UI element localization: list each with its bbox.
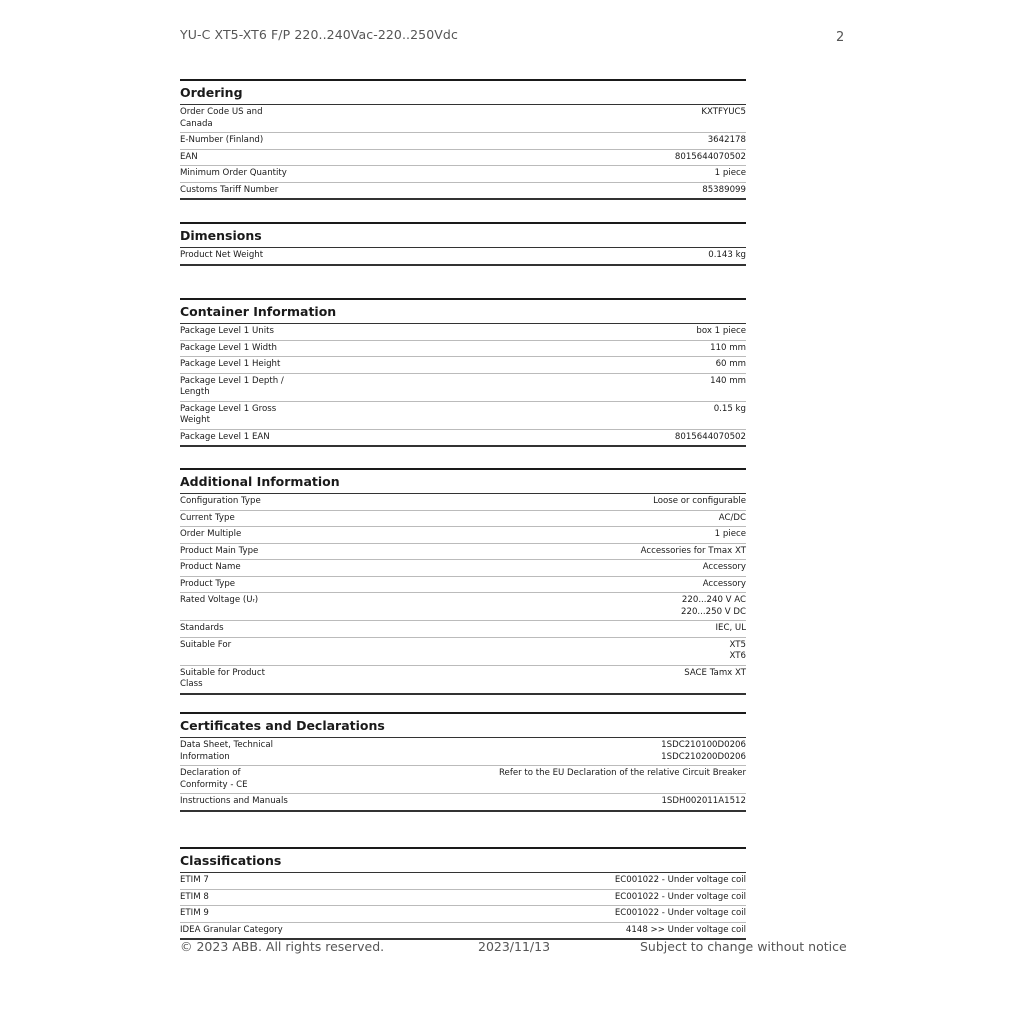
section-dimensions <box>180 222 746 266</box>
spec-label: Suitable for Product Class <box>180 667 265 689</box>
spec-value-line: SACE Tamx XT <box>684 667 746 678</box>
spec-value-line: IEC, UL <box>715 623 746 633</box>
spec-value <box>719 513 746 525</box>
spec-row <box>180 341 746 358</box>
spec-row <box>180 638 746 666</box>
spec-table <box>180 873 746 940</box>
spec-value-line: XT5 <box>729 639 746 650</box>
copyright: © 2023 ABB. All rights reserved. <box>180 939 385 954</box>
spec-table <box>180 324 746 447</box>
spec-label: ETIM 8 <box>180 891 209 902</box>
section-title: Container Information <box>180 300 746 324</box>
spec-row <box>180 357 746 374</box>
spec-label: Suitable For <box>180 639 232 650</box>
spec-value <box>714 404 746 416</box>
spec-value <box>716 359 746 371</box>
spec-value <box>626 925 746 937</box>
spec-value <box>684 668 746 680</box>
spec-row <box>180 150 746 167</box>
spec-value <box>499 768 746 780</box>
spec-label: Package Level 1 Units <box>180 326 274 336</box>
spec-value-line: 220...250 V DC <box>681 606 746 617</box>
section-container-information <box>180 298 746 447</box>
spec-value <box>708 250 746 262</box>
spec-row <box>180 166 746 183</box>
spec-value <box>701 107 746 119</box>
spec-value <box>615 892 746 904</box>
spec-row <box>180 621 746 638</box>
spec-row <box>180 511 746 528</box>
spec-row <box>180 906 746 923</box>
spec-value-line: 1 piece <box>714 529 746 539</box>
spec-value-line: 3642178 <box>707 135 746 145</box>
spec-value-line: 0.143 kg <box>708 250 746 260</box>
spec-label: Order Multiple <box>180 529 242 539</box>
spec-table <box>180 738 746 812</box>
spec-table <box>180 105 746 200</box>
section-certificates <box>180 712 746 812</box>
spec-row <box>180 923 746 941</box>
spec-value-line: 85389099 <box>702 184 746 195</box>
spec-value <box>708 135 746 147</box>
spec-value-line: 4148 >> Under voltage coil <box>625 924 746 935</box>
spec-value-line: EC001022 - Under voltage coil <box>614 908 746 918</box>
document-date: 2023/11/13 <box>478 939 551 954</box>
spec-row <box>180 374 746 402</box>
spec-label: Package Level 1 Depth / Length <box>180 375 284 397</box>
spec-label: Current Type <box>180 512 235 523</box>
spec-value-line: Accessory <box>702 578 746 589</box>
spec-table <box>180 494 746 695</box>
spec-label: ETIM 9 <box>180 908 209 918</box>
spec-row <box>180 105 746 133</box>
spec-row <box>180 873 746 890</box>
spec-label: Standards <box>180 623 224 633</box>
spec-row <box>180 666 746 695</box>
spec-label: Configuration Type <box>180 496 261 506</box>
spec-value-line: Accessories for Tmax XT <box>640 545 746 556</box>
spec-value <box>715 168 746 180</box>
spec-value-line: KXTFYUC5 <box>701 107 746 117</box>
section-classifications <box>180 847 746 940</box>
spec-row <box>180 560 746 577</box>
spec-value <box>615 875 746 887</box>
page-number: 2 <box>836 30 845 45</box>
section-ordering <box>180 79 746 200</box>
spec-label: Product Name <box>180 562 241 572</box>
spec-row <box>180 738 746 766</box>
spec-label: Product Type <box>180 578 236 589</box>
spec-value <box>661 796 746 808</box>
spec-value <box>661 740 746 763</box>
spec-value <box>703 579 746 591</box>
spec-label: Package Level 1 Gross Weight <box>180 403 277 425</box>
spec-value-line: 1SDC210200D0206 <box>661 751 746 762</box>
spec-value-line: Loose or configurable <box>653 496 746 506</box>
spec-value-line: AC/DC <box>718 512 746 523</box>
spec-label: Order Code US and Canada <box>180 107 263 129</box>
spec-value-line: 1SDH002011A1512 <box>661 796 746 806</box>
spec-value <box>710 343 746 355</box>
spec-value-line: 60 mm <box>715 359 746 369</box>
spec-row <box>180 324 746 341</box>
spec-value <box>715 623 746 635</box>
spec-label: ETIM 7 <box>180 875 209 885</box>
spec-value-line: 0.15 kg <box>713 403 746 414</box>
section-additional-information <box>180 468 746 695</box>
spec-table <box>180 248 746 266</box>
spec-value <box>653 496 746 508</box>
spec-label: IDEA Granular Category <box>180 924 283 935</box>
spec-label: Instructions and Manuals <box>180 796 288 806</box>
spec-label: Product Net Weight <box>180 250 264 260</box>
spec-label: EAN <box>180 151 198 162</box>
spec-value-line: box 1 piece <box>696 326 746 336</box>
spec-label: Package Level 1 Height <box>180 359 281 369</box>
spec-value-line: 1 piece <box>714 168 746 178</box>
spec-row <box>180 766 746 794</box>
spec-value <box>615 908 746 920</box>
spec-label: Package Level 1 EAN <box>180 431 270 442</box>
section-title: Ordering <box>180 81 746 105</box>
spec-row <box>180 577 746 594</box>
spec-row <box>180 248 746 266</box>
section-title: Additional Information <box>180 470 746 494</box>
spec-value-line: Refer to the EU Declaration of the relative Circuit Breaker <box>498 768 746 778</box>
spec-value <box>730 640 746 663</box>
section-title: Certificates and Declarations <box>180 714 746 738</box>
spec-value-line: 220...240 V AC <box>681 595 746 605</box>
spec-value-line: 110 mm <box>710 342 746 353</box>
change-notice: Subject to change without notice <box>640 939 847 954</box>
spec-row <box>180 494 746 511</box>
spec-value <box>696 326 746 338</box>
spec-value-line: Accessory <box>702 562 746 572</box>
spec-label: Declaration of Conformity - CE <box>180 768 248 790</box>
spec-row <box>180 133 746 150</box>
spec-value-line: 8015644070502 <box>674 431 746 442</box>
spec-row <box>180 183 746 201</box>
spec-label: Rated Voltage (Uᵣ) <box>180 595 259 605</box>
section-title: Dimensions <box>180 224 746 248</box>
spec-value <box>675 432 746 444</box>
spec-row <box>180 794 746 812</box>
spec-row <box>180 890 746 907</box>
spec-value <box>703 562 746 574</box>
spec-row <box>180 593 746 621</box>
spec-value <box>641 546 746 558</box>
spec-label: Product Main Type <box>180 545 259 556</box>
spec-value <box>710 376 746 388</box>
spec-value-line: EC001022 - Under voltage coil <box>614 875 746 885</box>
spec-value-line: XT6 <box>729 651 746 661</box>
spec-value <box>715 529 746 541</box>
spec-value-line: 8015644070502 <box>674 151 746 162</box>
spec-value-line: 1SDC210100D0206 <box>661 740 746 750</box>
spec-row <box>180 527 746 544</box>
spec-label: Data Sheet, Technical Information <box>180 740 274 762</box>
spec-value <box>675 152 746 164</box>
spec-value <box>702 185 746 197</box>
spec-label: Package Level 1 Width <box>180 342 277 353</box>
spec-label: E-Number (Finland) <box>180 135 264 145</box>
document-title: YU-C XT5-XT6 F/P 220..240Vac-220..250Vdc <box>180 27 458 42</box>
section-title: Classifications <box>180 849 746 873</box>
spec-value <box>681 595 746 618</box>
spec-value-line: EC001022 - Under voltage coil <box>614 891 746 902</box>
spec-row <box>180 430 746 448</box>
spec-label: Customs Tariff Number <box>180 184 279 195</box>
spec-row <box>180 402 746 430</box>
spec-row <box>180 544 746 561</box>
spec-value-line: 140 mm <box>710 375 746 386</box>
spec-label: Minimum Order Quantity <box>180 168 287 178</box>
